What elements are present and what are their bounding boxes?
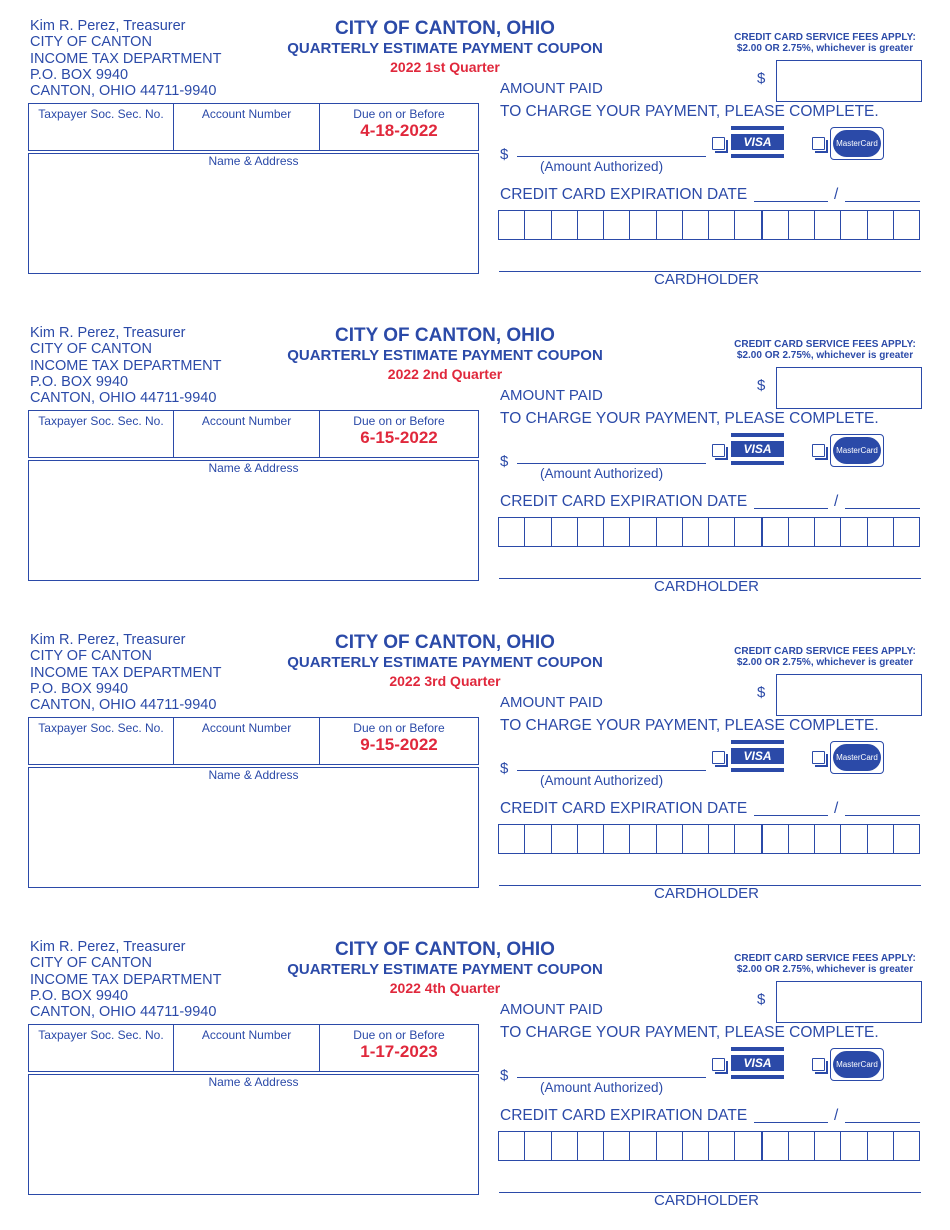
- expiration-slash: /: [834, 1107, 839, 1124]
- card-digit-box[interactable]: [683, 518, 709, 546]
- mastercard-logo-icon: [830, 127, 884, 160]
- amount-authorized-field[interactable]: [517, 156, 706, 157]
- expiration-year-field[interactable]: [845, 508, 920, 509]
- amount-paid-label: AMOUNT PAID: [500, 694, 603, 711]
- city-state-zip: CANTON, OHIO 44711-9940: [30, 697, 217, 714]
- expiration-slash: /: [834, 800, 839, 817]
- card-digit-box[interactable]: [552, 518, 578, 546]
- due-date-cell: [320, 718, 478, 764]
- card-digit-box[interactable]: [630, 825, 656, 853]
- cardholder-label: CARDHOLDER: [654, 271, 760, 288]
- due-date: 4-18-2022: [360, 121, 438, 140]
- expiration-slash: /: [834, 186, 839, 203]
- card-digit-box[interactable]: [578, 825, 604, 853]
- card-digit-box[interactable]: [709, 518, 735, 546]
- mastercard-logo-icon: [830, 1048, 884, 1081]
- amount-authorized-label: (Amount Authorized): [540, 1080, 664, 1095]
- taxpayer-info-table: [28, 1024, 479, 1072]
- amount-paid-field[interactable]: [776, 674, 922, 716]
- authorized-dollar-sign: $: [500, 146, 509, 163]
- coupon-title: QUARTERLY ESTIMATE PAYMENT COUPON: [287, 961, 603, 978]
- coupon-city-title: CITY OF CANTON, OHIO: [335, 18, 555, 39]
- name-address-field[interactable]: [28, 460, 479, 581]
- cardholder-label: CARDHOLDER: [654, 1192, 760, 1209]
- due-date-cell: [320, 104, 478, 150]
- amount-paid-field[interactable]: [776, 981, 922, 1023]
- card-digit-box[interactable]: [683, 1132, 709, 1160]
- card-digit-box[interactable]: [815, 518, 841, 546]
- po-box: P.O. BOX 9940: [30, 373, 129, 390]
- card-digit-box[interactable]: [657, 825, 683, 853]
- amount-dollar-sign: $: [757, 377, 766, 394]
- remit-address: [30, 325, 221, 406]
- card-digit-box[interactable]: [868, 518, 894, 546]
- amount-authorized-label: (Amount Authorized): [540, 466, 664, 481]
- quarter-label: 2022 4th Quarter: [389, 980, 501, 996]
- expiration-date-label: CREDIT CARD EXPIRATION DATE: [500, 186, 748, 203]
- card-digit-box[interactable]: [841, 825, 867, 853]
- treasurer-name: Kim R. Perez, Treasurer: [30, 939, 186, 955]
- expiration-year-field[interactable]: [845, 815, 920, 816]
- card-digit-box[interactable]: [709, 1132, 735, 1160]
- due-date: 1-17-2023: [360, 1042, 438, 1061]
- card-digit-box[interactable]: [525, 518, 551, 546]
- account-number-label: Account Number: [201, 1028, 292, 1042]
- coupon-title: QUARTERLY ESTIMATE PAYMENT COUPON: [287, 654, 603, 671]
- ssn-label: Taxpayer Soc. Sec. No.: [38, 414, 164, 428]
- visa-bottom-bar: [731, 1075, 784, 1079]
- expiration-slash: /: [834, 493, 839, 510]
- visa-checkbox[interactable]: [712, 751, 725, 764]
- coupon-city-title: CITY OF CANTON, OHIO: [335, 939, 555, 960]
- service-fee-notice: [724, 339, 926, 361]
- charge-instructions: TO CHARGE YOUR PAYMENT, PLEASE COMPLETE.: [500, 410, 879, 427]
- card-digit-box[interactable]: [815, 211, 841, 239]
- card-digit-box[interactable]: [815, 1132, 841, 1160]
- city-name: CITY OF CANTON: [30, 341, 152, 358]
- card-digit-box[interactable]: [552, 825, 578, 853]
- amount-dollar-sign: $: [757, 70, 766, 87]
- department-name: INCOME TAX DEPARTMENT: [30, 664, 222, 681]
- card-digit-box[interactable]: [868, 211, 894, 239]
- amount-dollar-sign: $: [757, 684, 766, 701]
- quarter-label: 2022 1st Quarter: [390, 59, 500, 75]
- fee-notice-detail: $2.00 OR 2.75%, whichever is greater: [736, 657, 914, 668]
- payment-coupon: [0, 921, 950, 1228]
- taxpayer-info-table: [28, 717, 479, 765]
- amount-paid-label: AMOUNT PAID: [500, 80, 603, 97]
- quarter-label: 2022 2nd Quarter: [387, 366, 503, 382]
- amount-paid-label: AMOUNT PAID: [500, 1001, 603, 1018]
- charge-instructions: TO CHARGE YOUR PAYMENT, PLEASE COMPLETE.: [500, 717, 879, 734]
- po-box: P.O. BOX 9940: [30, 987, 129, 1004]
- card-digit-box[interactable]: [841, 518, 867, 546]
- mastercard-logo-text: MasterCard: [833, 1051, 881, 1078]
- expiration-month-field[interactable]: [754, 508, 828, 509]
- visa-top-bar: [731, 433, 784, 437]
- card-digit-box[interactable]: [657, 1132, 683, 1160]
- amount-authorized-label: (Amount Authorized): [540, 773, 664, 788]
- city-name: CITY OF CANTON: [30, 34, 152, 51]
- ssn-label: Taxpayer Soc. Sec. No.: [38, 107, 164, 121]
- card-number-field[interactable]: [498, 1131, 920, 1161]
- account-number-label: Account Number: [201, 107, 292, 121]
- ssn-label: Taxpayer Soc. Sec. No.: [38, 721, 164, 735]
- card-digit-box[interactable]: [578, 1132, 604, 1160]
- expiration-date-label: CREDIT CARD EXPIRATION DATE: [500, 800, 748, 817]
- department-name: INCOME TAX DEPARTMENT: [30, 357, 222, 374]
- amount-authorized-field[interactable]: [517, 1077, 706, 1078]
- due-date: 9-15-2022: [360, 735, 438, 754]
- visa-bottom-bar: [731, 461, 784, 465]
- due-date: 6-15-2022: [360, 428, 438, 447]
- visa-logo-icon: [731, 1047, 784, 1079]
- mastercard-checkbox[interactable]: [812, 137, 825, 150]
- card-digit-box[interactable]: [789, 1132, 815, 1160]
- name-address-label: Name & Address: [208, 154, 299, 168]
- due-date-label: Due on or Before: [353, 107, 445, 121]
- account-number-field[interactable]: [174, 104, 320, 150]
- card-digit-box[interactable]: [789, 211, 815, 239]
- due-date-cell: [320, 1025, 478, 1071]
- expiration-month-field[interactable]: [754, 815, 828, 816]
- amount-authorized-label: (Amount Authorized): [540, 159, 664, 174]
- expiration-year-field[interactable]: [845, 201, 920, 202]
- card-digit-box[interactable]: [894, 211, 919, 239]
- card-number-field[interactable]: [498, 824, 920, 854]
- cardholder-label: CARDHOLDER: [654, 578, 760, 595]
- card-digit-box[interactable]: [552, 211, 578, 239]
- payment-coupon: [0, 614, 950, 921]
- fee-notice-detail: $2.00 OR 2.75%, whichever is greater: [736, 43, 914, 54]
- name-address-label: Name & Address: [208, 461, 299, 475]
- mastercard-logo-text: MasterCard: [833, 130, 881, 157]
- card-digit-box[interactable]: [709, 825, 735, 853]
- service-fee-notice: [724, 953, 926, 975]
- card-digit-box[interactable]: [789, 518, 815, 546]
- visa-checkbox[interactable]: [712, 137, 725, 150]
- visa-logo-text: VISA: [731, 748, 784, 764]
- city-name: CITY OF CANTON: [30, 648, 152, 665]
- visa-logo-icon: [731, 433, 784, 465]
- visa-bottom-bar: [731, 768, 784, 772]
- card-digit-box[interactable]: [657, 518, 683, 546]
- remit-address: [30, 632, 221, 713]
- payment-coupon: [0, 0, 950, 307]
- card-digit-box[interactable]: [763, 211, 789, 239]
- taxpayer-info-table: [28, 410, 479, 458]
- coupon-city-title: CITY OF CANTON, OHIO: [335, 632, 555, 653]
- card-digit-box[interactable]: [841, 211, 867, 239]
- card-digit-box[interactable]: [604, 518, 630, 546]
- card-digit-box[interactable]: [499, 518, 525, 546]
- department-name: INCOME TAX DEPARTMENT: [30, 50, 222, 67]
- amount-paid-field[interactable]: [776, 60, 922, 102]
- quarter-label: 2022 3rd Quarter: [389, 673, 501, 689]
- card-digit-box[interactable]: [894, 518, 919, 546]
- card-digit-box[interactable]: [868, 825, 894, 853]
- authorized-dollar-sign: $: [500, 453, 509, 470]
- card-digit-box[interactable]: [499, 1132, 525, 1160]
- card-digit-box[interactable]: [683, 825, 709, 853]
- cardholder-label: CARDHOLDER: [654, 885, 760, 902]
- mastercard-checkbox[interactable]: [812, 751, 825, 764]
- expiration-date-label: CREDIT CARD EXPIRATION DATE: [500, 1107, 748, 1124]
- card-digit-box[interactable]: [735, 825, 762, 853]
- card-digit-box[interactable]: [735, 518, 762, 546]
- card-digit-box[interactable]: [499, 211, 525, 239]
- city-state-zip: CANTON, OHIO 44711-9940: [30, 390, 217, 407]
- coupon-city-title: CITY OF CANTON, OHIO: [335, 325, 555, 346]
- visa-top-bar: [731, 1047, 784, 1051]
- card-digit-box[interactable]: [578, 518, 604, 546]
- fee-notice-detail: $2.00 OR 2.75%, whichever is greater: [736, 350, 914, 361]
- card-digit-box[interactable]: [763, 518, 789, 546]
- name-address-field[interactable]: [28, 1074, 479, 1195]
- card-digit-box[interactable]: [630, 1132, 656, 1160]
- authorized-dollar-sign: $: [500, 1067, 509, 1084]
- visa-logo-text: VISA: [731, 1055, 784, 1071]
- card-digit-box[interactable]: [894, 825, 919, 853]
- amount-dollar-sign: $: [757, 991, 766, 1008]
- card-digit-box[interactable]: [604, 211, 630, 239]
- ssn-field[interactable]: [29, 104, 174, 150]
- account-number-field[interactable]: [174, 411, 320, 457]
- mastercard-logo-text: MasterCard: [833, 744, 881, 771]
- due-date-label: Due on or Before: [353, 414, 445, 428]
- treasurer-name: Kim R. Perez, Treasurer: [30, 325, 186, 341]
- po-box: P.O. BOX 9940: [30, 66, 129, 83]
- card-digit-box[interactable]: [578, 211, 604, 239]
- due-date-label: Due on or Before: [353, 1028, 445, 1042]
- card-digit-box[interactable]: [499, 825, 525, 853]
- name-address-field[interactable]: [28, 767, 479, 888]
- card-digit-box[interactable]: [789, 825, 815, 853]
- mastercard-checkbox[interactable]: [812, 444, 825, 457]
- expiration-year-field[interactable]: [845, 1122, 920, 1123]
- ssn-field[interactable]: [29, 1025, 174, 1071]
- visa-checkbox[interactable]: [712, 444, 725, 457]
- mastercard-logo-icon: [830, 434, 884, 467]
- po-box: P.O. BOX 9940: [30, 680, 129, 697]
- amount-authorized-field[interactable]: [517, 463, 706, 464]
- fee-notice-title: CREDIT CARD SERVICE FEES APPLY:: [734, 32, 916, 43]
- card-digit-box[interactable]: [763, 825, 789, 853]
- card-digit-box[interactable]: [604, 825, 630, 853]
- card-digit-box[interactable]: [815, 825, 841, 853]
- service-fee-notice: [724, 32, 926, 54]
- payment-coupon: [0, 307, 950, 614]
- remit-address: [30, 18, 221, 99]
- account-number-label: Account Number: [201, 721, 292, 735]
- expiration-month-field[interactable]: [754, 201, 828, 202]
- card-digit-box[interactable]: [630, 518, 656, 546]
- card-digit-box[interactable]: [735, 211, 762, 239]
- coupon-title: QUARTERLY ESTIMATE PAYMENT COUPON: [287, 40, 603, 57]
- city-name: CITY OF CANTON: [30, 955, 152, 972]
- fee-notice-title: CREDIT CARD SERVICE FEES APPLY:: [734, 953, 916, 964]
- account-number-label: Account Number: [201, 414, 292, 428]
- ssn-field[interactable]: [29, 718, 174, 764]
- amount-authorized-field[interactable]: [517, 770, 706, 771]
- visa-checkbox[interactable]: [712, 1058, 725, 1071]
- visa-logo-text: VISA: [731, 134, 784, 150]
- card-digit-box[interactable]: [763, 1132, 789, 1160]
- due-date-cell: [320, 411, 478, 457]
- card-digit-box[interactable]: [841, 1132, 867, 1160]
- expiration-date-label: CREDIT CARD EXPIRATION DATE: [500, 493, 748, 510]
- city-state-zip: CANTON, OHIO 44711-9940: [30, 83, 217, 100]
- ssn-label: Taxpayer Soc. Sec. No.: [38, 1028, 164, 1042]
- amount-paid-field[interactable]: [776, 367, 922, 409]
- card-digit-box[interactable]: [868, 1132, 894, 1160]
- card-digit-box[interactable]: [552, 1132, 578, 1160]
- fee-notice-detail: $2.00 OR 2.75%, whichever is greater: [736, 964, 914, 975]
- service-fee-notice: [724, 646, 926, 668]
- name-address-label: Name & Address: [208, 768, 299, 782]
- authorized-dollar-sign: $: [500, 760, 509, 777]
- city-state-zip: CANTON, OHIO 44711-9940: [30, 1004, 217, 1021]
- visa-logo-icon: [731, 126, 784, 158]
- charge-instructions: TO CHARGE YOUR PAYMENT, PLEASE COMPLETE.: [500, 1024, 879, 1041]
- visa-top-bar: [731, 740, 784, 744]
- card-number-field[interactable]: [498, 517, 920, 547]
- mastercard-logo-text: MasterCard: [833, 437, 881, 464]
- visa-logo-icon: [731, 740, 784, 772]
- mastercard-checkbox[interactable]: [812, 1058, 825, 1071]
- card-digit-box[interactable]: [683, 211, 709, 239]
- charge-instructions: TO CHARGE YOUR PAYMENT, PLEASE COMPLETE.: [500, 103, 879, 120]
- treasurer-name: Kim R. Perez, Treasurer: [30, 632, 186, 648]
- name-address-label: Name & Address: [208, 1075, 299, 1089]
- fee-notice-title: CREDIT CARD SERVICE FEES APPLY:: [734, 646, 916, 657]
- card-digit-box[interactable]: [525, 1132, 551, 1160]
- fee-notice-title: CREDIT CARD SERVICE FEES APPLY:: [734, 339, 916, 350]
- treasurer-name: Kim R. Perez, Treasurer: [30, 18, 186, 34]
- card-digit-box[interactable]: [525, 211, 551, 239]
- expiration-month-field[interactable]: [754, 1122, 828, 1123]
- account-number-field[interactable]: [174, 1025, 320, 1071]
- card-digit-box[interactable]: [657, 211, 683, 239]
- visa-bottom-bar: [731, 154, 784, 158]
- card-digit-box[interactable]: [894, 1132, 919, 1160]
- card-digit-box[interactable]: [630, 211, 656, 239]
- due-date-label: Due on or Before: [353, 721, 445, 735]
- department-name: INCOME TAX DEPARTMENT: [30, 971, 222, 988]
- remit-address: [30, 939, 221, 1020]
- card-digit-box[interactable]: [709, 211, 735, 239]
- card-number-field[interactable]: [498, 210, 920, 240]
- card-digit-box[interactable]: [604, 1132, 630, 1160]
- visa-top-bar: [731, 126, 784, 130]
- card-digit-box[interactable]: [525, 825, 551, 853]
- taxpayer-info-table: [28, 103, 479, 151]
- visa-logo-text: VISA: [731, 441, 784, 457]
- name-address-field[interactable]: [28, 153, 479, 274]
- account-number-field[interactable]: [174, 718, 320, 764]
- amount-paid-label: AMOUNT PAID: [500, 387, 603, 404]
- mastercard-logo-icon: [830, 741, 884, 774]
- coupon-title: QUARTERLY ESTIMATE PAYMENT COUPON: [287, 347, 603, 364]
- ssn-field[interactable]: [29, 411, 174, 457]
- card-digit-box[interactable]: [735, 1132, 762, 1160]
